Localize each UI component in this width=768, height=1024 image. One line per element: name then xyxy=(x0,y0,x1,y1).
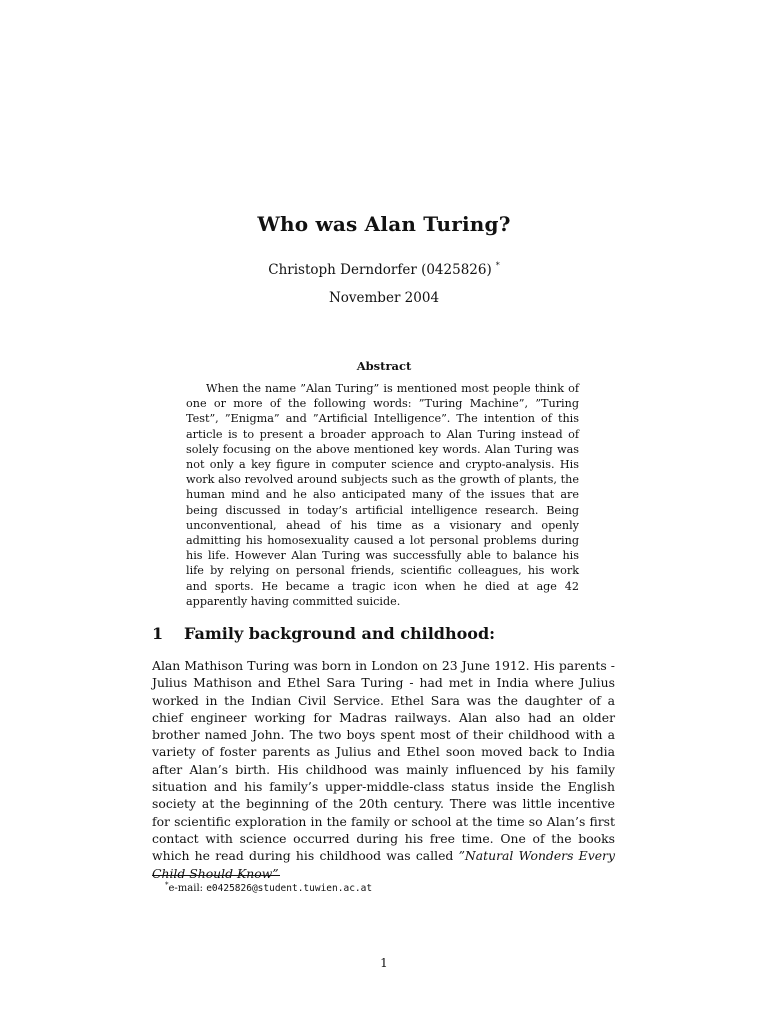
section-paragraph xyxy=(152,657,615,882)
section-number: 1 xyxy=(152,624,164,643)
footnote-email[interactable]: e0425826@student.tuwien.ac.at xyxy=(206,883,373,894)
footnote-mark: * xyxy=(165,881,169,889)
section-heading xyxy=(152,624,622,643)
section-title: Family background and childhood: xyxy=(184,624,496,643)
author-name: Christoph Derndorfer (0425826) xyxy=(268,262,492,278)
paragraph-text: Alan Mathison Turing was born in London on 23 June 1912. His parents - Julius Mathison and Ethel Sara Turing - had met in India where Julius worked in the Indian Civil Service. Ethel Sara was the daughter of a chief engineer working for Madras railways. Alan also had an older brother named John. The two boys spent most of their childhood with a variety of foster parents as Julius and Ethel soon moved back to India after Alan’s birth. His childhood was mainly influenced by his family situation and his family’s upper-middle-class status inside the English society at the beginning of the 20th century. There was little incentive for scientific exploration in the family or school at the time so Alan’s first contact with science occurred during his free time. One of the books which he read during his childhood was called xyxy=(152,658,615,864)
footnote-rule xyxy=(152,875,280,876)
paper-title: Who was Alan Turing? xyxy=(257,212,511,236)
book-title: ”Natural Wonders Every Child Should Know” xyxy=(152,848,615,881)
author-line xyxy=(0,261,768,278)
abstract-heading: Abstract xyxy=(356,359,412,373)
footnote xyxy=(165,879,565,895)
author-footnote-mark: * xyxy=(495,261,500,270)
paper-date: November 2004 xyxy=(328,290,440,306)
abstract-text: When the name ”Alan Turing” is mentioned most people think of one or more of the following words: ”Turing Machine”, ”Turing Test”, ”Enigma” and ”Artificial Intelligence”. The intention of this article is to present a broader approach to Alan Turing instead of solely focusing on the above mentioned key words. Alan Turing was not only a key figure in computer science and crypto-analysis. His work also revolved around subjects such as the growth of plants, the human mind and he also anticipated many of the issues that are being discussed in today’s artificial intelligence research. Being unconventional, ahead of his time as a visionary and openly admitting his homosexuality caused a lot personal problems during his life. However Alan Turing was successfully able to balance his life by relying on personal friends, scientific colleagues, his work and sports. He became a tragic icon when he died at age 42 apparently having committed suicide. xyxy=(186,382,579,608)
footnote-label: e-mail: xyxy=(168,883,204,894)
page-number: 1 xyxy=(380,956,388,970)
